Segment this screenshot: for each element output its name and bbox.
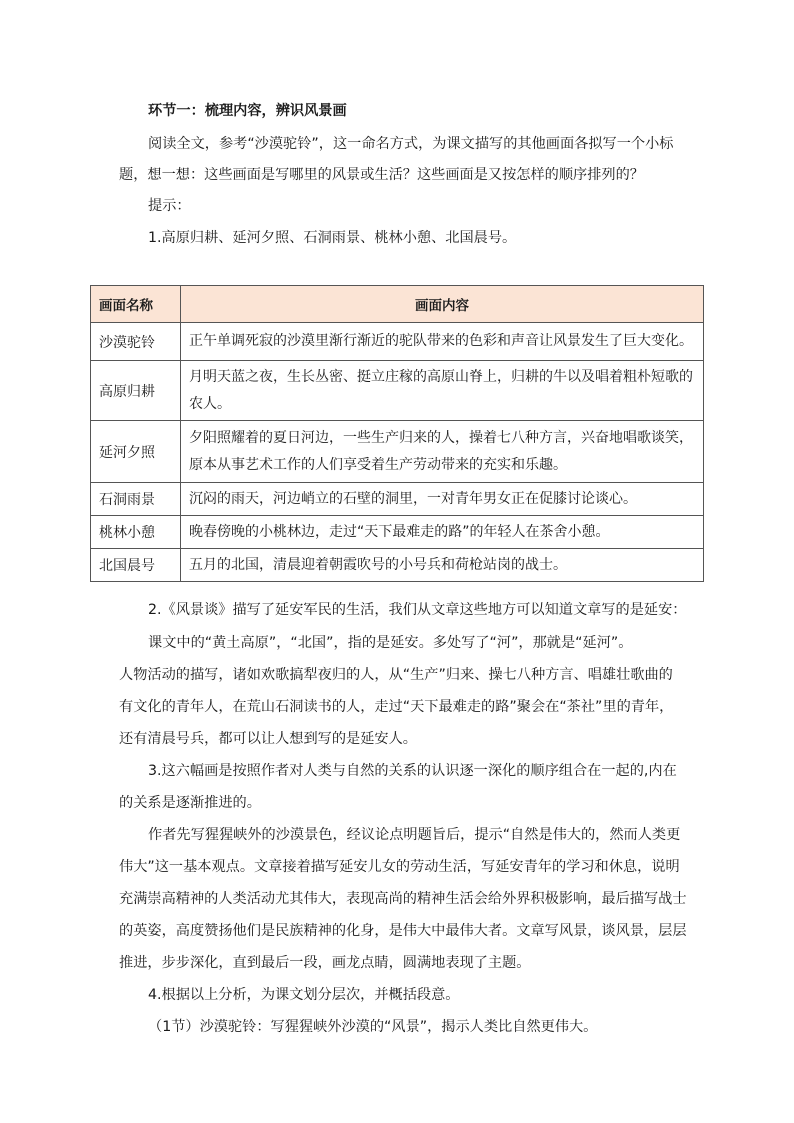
table-row: [91, 421, 704, 483]
table-row: [91, 549, 704, 582]
point-3-line-7: 推进，步步深化，直到最后一段，画龙点睛，圆满地表现了主题。: [119, 955, 531, 971]
point-2-line-3: 人物活动的描写，诸如欢歌搞犁夜归的人，从“生产”归来、操七八种方言、唱雄壮歌曲的: [119, 667, 673, 683]
point-4-item-1: （1节）沙漠驼铃：写猩猩峡外沙漠的“风景”，揭示人类比自然更伟大。: [148, 1019, 598, 1035]
point-3-line-6: 的英姿，高度赞扬他们是民族精神的化身，是伟大中最伟大者。文章写风景，谈风景，层层: [119, 923, 687, 939]
point-2-line-2: 课文中的“黄土高原”，“北国”，指的是延安。多处写了“河”，那就是“延河”。: [148, 635, 633, 651]
scene-name: 沙漠驼铃: [91, 323, 181, 361]
hint-label: 提示：: [148, 198, 191, 214]
point-2-line-4: 有文化的青年人，在荒山石洞读书的人，走过“天下最难走的路”聚会在“茶社”里的青年，: [119, 699, 674, 715]
scene-content: 月明天蓝之夜，生长丛密、挺立庄稼的高原山脊上，归耕的牛以及唱着粗朴短歌的 农人。: [181, 361, 704, 421]
point-2-line-5: 还有清晨号兵，都可以让人想到写的是延安人。: [119, 731, 417, 747]
scene-content: 夕阳照耀着的夏日河边，一些生产归来的人，操着七八种方言，兴奋地唱歌谈笑， 原本从事艺术工作的人们享受着生产劳动带来的充实和乐趣。: [181, 421, 704, 483]
table-row: [91, 323, 704, 361]
header-scene-name: 画面名称: [91, 286, 181, 323]
scenes-table: [90, 285, 704, 582]
scene-name: 石洞雨景: [91, 483, 181, 516]
point-1: 1.高原归耕、延河夕照、石洞雨景、桃林小憩、北国晨号。: [148, 230, 517, 246]
scene-content: 正午单调死寂的沙漠里渐行渐近的驼队带来的色彩和声音让风景发生了巨大变化。: [181, 323, 704, 361]
point-2-line-1: 2.《风景谈》描写了延安军民的生活，我们从文章这些地方可以知道文章写的是延安：: [148, 602, 687, 618]
point-3-line-5: 充满崇高精神的人类活动尤其伟大，表现高尚的精神生活会给外界积极影响，最后描写战士: [119, 891, 687, 907]
table-row: [91, 483, 704, 516]
scene-name: 北国晨号: [91, 549, 181, 582]
point-4: 4.根据以上分析，为课文划分层次，并概括段意。: [148, 987, 460, 1003]
point-3-line-1: 3.这六幅画是按照作者对人类与自然的关系的认识逐一深化的顺序组合在一起的,内在: [148, 763, 677, 779]
table-row: [91, 361, 704, 421]
point-3-line-4: 伟大”这一基本观点。文章接着描写延安儿女的劳动生活，写延安青年的学习和休息，说明: [119, 859, 680, 875]
intro-line-1: 阅读全文，参考“沙漠驼铃”，这一命名方式，为课文描写的其他画面各拟写一个小标: [148, 136, 674, 152]
scene-content: 五月的北国，清晨迎着朝霞吹号的小号兵和荷枪站岗的战士。: [181, 549, 704, 582]
scene-name: 高原归耕: [91, 361, 181, 421]
point-3-line-3: 作者先写猩猩峡外的沙漠景色，经议论点明题旨后，提示“自然是伟大的，然而人类更: [148, 827, 681, 843]
scene-content: 沉闷的雨天，河边峭立的石壁的洞里，一对青年男女正在促膝讨论谈心。: [181, 483, 704, 516]
point-3-line-2: 的关系是逐渐推进的。: [119, 795, 261, 811]
intro-line-2: 题，想一想：这些画面是写哪里的风景或生活？这些画面是又按怎样的顺序排列的？: [119, 167, 644, 183]
scene-content: 晚春傍晚的小桃林边，走过“天下最难走的路”的年轻人在茶舍小憩。: [181, 516, 704, 549]
header-scene-content: 画面内容: [181, 286, 704, 323]
scene-name: 延河夕照: [91, 421, 181, 483]
section-title: 环节一：梳理内容，辨识风景画: [148, 103, 347, 119]
scene-name: 桃林小憩: [91, 516, 181, 549]
table-header-row: [91, 286, 704, 323]
table-row: [91, 516, 704, 549]
